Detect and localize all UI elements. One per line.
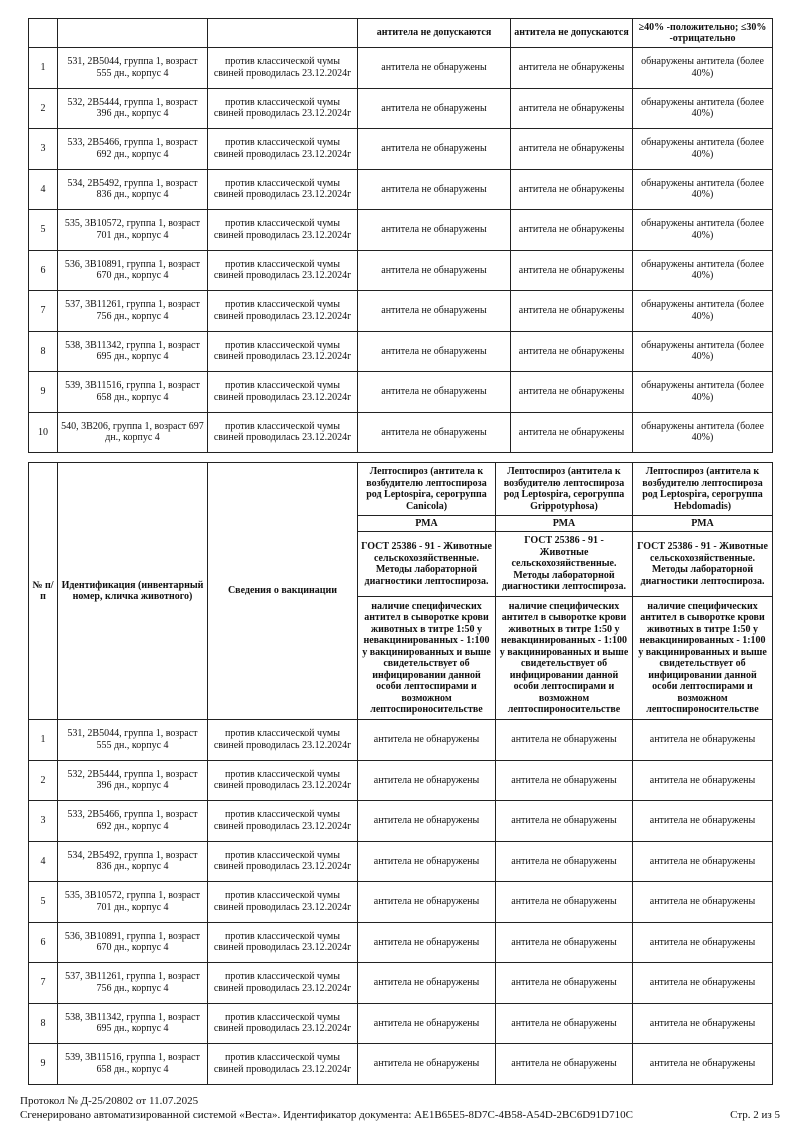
- result-cell: антитела не обнаружены: [358, 922, 496, 963]
- row-number: 9: [29, 372, 58, 413]
- header-method: РМА: [633, 516, 773, 532]
- vaccination-info: против классической чумы свиней проводилась 23.12.2024г: [208, 250, 358, 291]
- leptospirosis-results-table: [28, 462, 773, 1085]
- header-test-title: Лептоспироз (антитела к возбудителю лептоспироза род Leptospira, серогруппа Canicola): [358, 463, 496, 516]
- table-row: [29, 412, 773, 453]
- result-cell: антитела не обнаружены: [358, 250, 511, 291]
- vaccination-info: против классической чумы свиней проводилась 23.12.2024г: [208, 760, 358, 801]
- result-cell: антитела не обнаружены: [633, 841, 773, 882]
- vaccination-info: против классической чумы свиней проводилась 23.12.2024г: [208, 1044, 358, 1085]
- result-cell: антитела не обнаружены: [358, 129, 511, 170]
- row-number: 8: [29, 1003, 58, 1044]
- result-cell: обнаружены антитела (более 40%): [633, 88, 773, 129]
- animal-identification: 535, 3B10572, группа 1, возраст 701 дн., корпус 4: [58, 210, 208, 251]
- row-number: 2: [29, 760, 58, 801]
- table-row: [29, 882, 773, 923]
- result-cell: антитела не обнаружены: [358, 882, 496, 923]
- vaccination-info: против классической чумы свиней проводилась 23.12.2024г: [208, 412, 358, 453]
- row-number: 7: [29, 291, 58, 332]
- table-row: [29, 129, 773, 170]
- result-cell: антитела не обнаружены: [358, 841, 496, 882]
- result-cell: антитела не обнаружены: [511, 372, 633, 413]
- result-cell: антитела не обнаружены: [496, 841, 633, 882]
- result-cell: антитела не обнаружены: [358, 412, 511, 453]
- result-cell: антитела не обнаружены: [511, 250, 633, 291]
- result-cell: антитела не обнаружены: [633, 922, 773, 963]
- result-cell: антитела не обнаружены: [496, 720, 633, 761]
- animal-identification: 533, 2B5466, группа 1, возраст 692 дн., корпус 4: [58, 801, 208, 842]
- header-cell: [58, 19, 208, 48]
- result-cell: обнаружены антитела (более 40%): [633, 250, 773, 291]
- result-cell: антитела не обнаружены: [511, 291, 633, 332]
- animal-identification: 535, 3B10572, группа 1, возраст 701 дн., корпус 4: [58, 882, 208, 923]
- result-cell: антитела не обнаружены: [511, 210, 633, 251]
- table-row: [29, 48, 773, 89]
- row-number: 6: [29, 922, 58, 963]
- vaccination-info: против классической чумы свиней проводилась 23.12.2024г: [208, 210, 358, 251]
- result-cell: обнаружены антитела (более 40%): [633, 291, 773, 332]
- vaccination-info: против классической чумы свиней проводилась 23.12.2024г: [208, 48, 358, 89]
- header-identification: Идентификация (инвентарный номер, кличка животного): [58, 463, 208, 720]
- result-cell: антитела не обнаружены: [511, 169, 633, 210]
- animal-identification: 536, 3B10891, группа 1, возраст 670 дн., корпус 4: [58, 922, 208, 963]
- result-cell: антитела не обнаружены: [496, 963, 633, 1004]
- row-number: 7: [29, 963, 58, 1004]
- result-cell: антитела не обнаружены: [511, 129, 633, 170]
- result-cell: антитела не обнаружены: [633, 1044, 773, 1085]
- animal-identification: 534, 2B5492, группа 1, возраст 836 дн., корпус 4: [58, 841, 208, 882]
- result-cell: антитела не обнаружены: [511, 412, 633, 453]
- result-cell: антитела не обнаружены: [358, 720, 496, 761]
- header-test-title: Лептоспироз (антитела к возбудителю лептоспироза род Leptospira, серогруппа Hebdomadis): [633, 463, 773, 516]
- animal-identification: 539, 3B11516, группа 1, возраст 658 дн., корпус 4: [58, 372, 208, 413]
- row-number: 2: [29, 88, 58, 129]
- header-cell: антитела не допускаются: [511, 19, 633, 48]
- animal-identification: 539, 3B11516, группа 1, возраст 658 дн., корпус 4: [58, 1044, 208, 1085]
- row-number: 4: [29, 169, 58, 210]
- row-number: 1: [29, 48, 58, 89]
- table-header-row: [29, 19, 773, 48]
- result-cell: антитела не обнаружены: [496, 760, 633, 801]
- vaccination-info: против классической чумы свиней проводилась 23.12.2024г: [208, 129, 358, 170]
- animal-identification: 538, 3B11342, группа 1, возраст 695 дн., корпус 4: [58, 331, 208, 372]
- header-method: РМА: [496, 516, 633, 532]
- header-norm: наличие специфических антител в сыворотке крови животных в титре 1:50 у невакцинированных - 1:100 у вакцинированных и выше свидетельствует об инфицировании данной особи лептоспирами и возможном лептоспироносительстве: [496, 597, 633, 720]
- footer-page-number: Стр. 2 из 5: [730, 1109, 780, 1121]
- result-cell: антитела не обнаружены: [633, 720, 773, 761]
- result-cell: антитела не обнаружены: [496, 882, 633, 923]
- result-cell: антитела не обнаружены: [358, 801, 496, 842]
- vaccination-info: против классической чумы свиней проводилась 23.12.2024г: [208, 882, 358, 923]
- vaccination-info: против классической чумы свиней проводилась 23.12.2024г: [208, 922, 358, 963]
- result-cell: антитела не обнаружены: [358, 372, 511, 413]
- table-row: [29, 760, 773, 801]
- table-row: [29, 963, 773, 1004]
- row-number: 9: [29, 1044, 58, 1085]
- footer-generated: Сгенерировано автоматизированной системой «Веста». Идентификатор документа: AE1B65E5-8D7C-4B58-A54D-2BC6D91D710C: [20, 1109, 633, 1121]
- row-number: 1: [29, 720, 58, 761]
- result-cell: антитела не обнаружены: [496, 1003, 633, 1044]
- table-row: [29, 720, 773, 761]
- result-cell: антитела не обнаружены: [511, 88, 633, 129]
- result-cell: антитела не обнаружены: [496, 801, 633, 842]
- table-row: [29, 1044, 773, 1085]
- animal-identification: 532, 2B5444, группа 1, возраст 396 дн., корпус 4: [58, 88, 208, 129]
- result-cell: антитела не обнаружены: [633, 1003, 773, 1044]
- table-row: [29, 801, 773, 842]
- row-number: 6: [29, 250, 58, 291]
- result-cell: антитела не обнаружены: [633, 801, 773, 842]
- header-vaccination: Сведения о вакцинации: [208, 463, 358, 720]
- header-standard: ГОСТ 25386 - 91 - Животные сельскохозяйственные. Методы лабораторной диагностики лептоспироза.: [496, 532, 633, 597]
- vaccination-info: против классической чумы свиней проводилась 23.12.2024г: [208, 88, 358, 129]
- table-row: [29, 841, 773, 882]
- result-cell: обнаружены антитела (более 40%): [633, 372, 773, 413]
- row-number: 3: [29, 801, 58, 842]
- animal-identification: 538, 3B11342, группа 1, возраст 695 дн., корпус 4: [58, 1003, 208, 1044]
- header-norm: наличие специфических антител в сыворотке крови животных в титре 1:50 у невакцинированных - 1:100 у вакцинированных и выше свидетельствует об инфицировании данной особи лептоспирами и возможном лептоспироносительстве: [633, 597, 773, 720]
- result-cell: антитела не обнаружены: [358, 760, 496, 801]
- header-method: РМА: [358, 516, 496, 532]
- result-cell: обнаружены антитела (более 40%): [633, 412, 773, 453]
- vaccination-info: против классической чумы свиней проводилась 23.12.2024г: [208, 169, 358, 210]
- header-standard: ГОСТ 25386 - 91 - Животные сельскохозяйственные. Методы лабораторной диагностики лептоспироза.: [633, 532, 773, 597]
- table-row: [29, 250, 773, 291]
- result-cell: антитела не обнаружены: [358, 963, 496, 1004]
- animal-identification: 536, 3B10891, группа 1, возраст 670 дн., корпус 4: [58, 250, 208, 291]
- header-norm: наличие специфических антител в сыворотке крови животных в титре 1:50 у невакцинированных - 1:100 у вакцинированных и выше свидетельствует об инфицировании данной особи лептоспирами и возможном лептоспироносительстве: [358, 597, 496, 720]
- result-cell: обнаружены антитела (более 40%): [633, 169, 773, 210]
- animal-identification: 531, 2B5044, группа 1, возраст 555 дн., корпус 4: [58, 720, 208, 761]
- header-number: № п/п: [29, 463, 58, 720]
- result-cell: антитела не обнаружены: [358, 210, 511, 251]
- header-standard: ГОСТ 25386 - 91 - Животные сельскохозяйственные. Методы лабораторной диагностики лептоспироза.: [358, 532, 496, 597]
- result-cell: антитела не обнаружены: [358, 169, 511, 210]
- vaccination-info: против классической чумы свиней проводилась 23.12.2024г: [208, 720, 358, 761]
- result-cell: антитела не обнаружены: [358, 1044, 496, 1085]
- row-number: 3: [29, 129, 58, 170]
- result-cell: обнаружены антитела (более 40%): [633, 129, 773, 170]
- result-cell: антитела не обнаружены: [358, 291, 511, 332]
- header-cell: [208, 19, 358, 48]
- table-row: [29, 210, 773, 251]
- result-cell: обнаружены антитела (более 40%): [633, 48, 773, 89]
- result-cell: антитела не обнаружены: [633, 963, 773, 1004]
- animal-identification: 532, 2B5444, группа 1, возраст 396 дн., корпус 4: [58, 760, 208, 801]
- table-row: [29, 331, 773, 372]
- table-row: [29, 372, 773, 413]
- table-row: [29, 169, 773, 210]
- header-cell: антитела не допускаются: [358, 19, 511, 48]
- header-test-title: Лептоспироз (антитела к возбудителю лептоспироза род Leptospira, серогруппа Grippotyphosa): [496, 463, 633, 516]
- result-cell: антитела не обнаружены: [358, 1003, 496, 1044]
- animal-identification: 537, 3B11261, группа 1, возраст 756 дн., корпус 4: [58, 291, 208, 332]
- row-number: 5: [29, 210, 58, 251]
- table-row: [29, 291, 773, 332]
- results-table-continued: [28, 18, 773, 453]
- result-cell: антитела не обнаружены: [358, 48, 511, 89]
- vaccination-info: против классической чумы свиней проводилась 23.12.2024г: [208, 372, 358, 413]
- footer-protocol: Протокол № Д-25/20802 от 11.07.2025: [20, 1095, 199, 1107]
- result-cell: антитела не обнаружены: [496, 1044, 633, 1085]
- header-cell: ≥40% -положительно; ≤30% -отрицательно: [633, 19, 773, 48]
- header-cell: [29, 19, 58, 48]
- table-row: [29, 1003, 773, 1044]
- animal-identification: 531, 2B5044, группа 1, возраст 555 дн., корпус 4: [58, 48, 208, 89]
- row-number: 10: [29, 412, 58, 453]
- vaccination-info: против классической чумы свиней проводилась 23.12.2024г: [208, 291, 358, 332]
- result-cell: антитела не обнаружены: [358, 88, 511, 129]
- table-row: [29, 88, 773, 129]
- result-cell: антитела не обнаружены: [511, 48, 633, 89]
- result-cell: антитела не обнаружены: [633, 760, 773, 801]
- result-cell: обнаружены антитела (более 40%): [633, 210, 773, 251]
- table-row: [29, 922, 773, 963]
- result-cell: антитела не обнаружены: [496, 922, 633, 963]
- result-cell: антитела не обнаружены: [633, 882, 773, 923]
- vaccination-info: против классической чумы свиней проводилась 23.12.2024г: [208, 1003, 358, 1044]
- animal-identification: 540, 3B206, группа 1, возраст 697 дн., корпус 4: [58, 412, 208, 453]
- result-cell: антитела не обнаружены: [511, 331, 633, 372]
- animal-identification: 537, 3B11261, группа 1, возраст 756 дн., корпус 4: [58, 963, 208, 1004]
- vaccination-info: против классической чумы свиней проводилась 23.12.2024г: [208, 331, 358, 372]
- vaccination-info: против классической чумы свиней проводилась 23.12.2024г: [208, 801, 358, 842]
- result-cell: антитела не обнаружены: [358, 331, 511, 372]
- row-number: 5: [29, 882, 58, 923]
- row-number: 4: [29, 841, 58, 882]
- result-cell: обнаружены антитела (более 40%): [633, 331, 773, 372]
- animal-identification: 534, 2B5492, группа 1, возраст 836 дн., корпус 4: [58, 169, 208, 210]
- vaccination-info: против классической чумы свиней проводилась 23.12.2024г: [208, 963, 358, 1004]
- animal-identification: 533, 2B5466, группа 1, возраст 692 дн., корпус 4: [58, 129, 208, 170]
- vaccination-info: против классической чумы свиней проводилась 23.12.2024г: [208, 841, 358, 882]
- row-number: 8: [29, 331, 58, 372]
